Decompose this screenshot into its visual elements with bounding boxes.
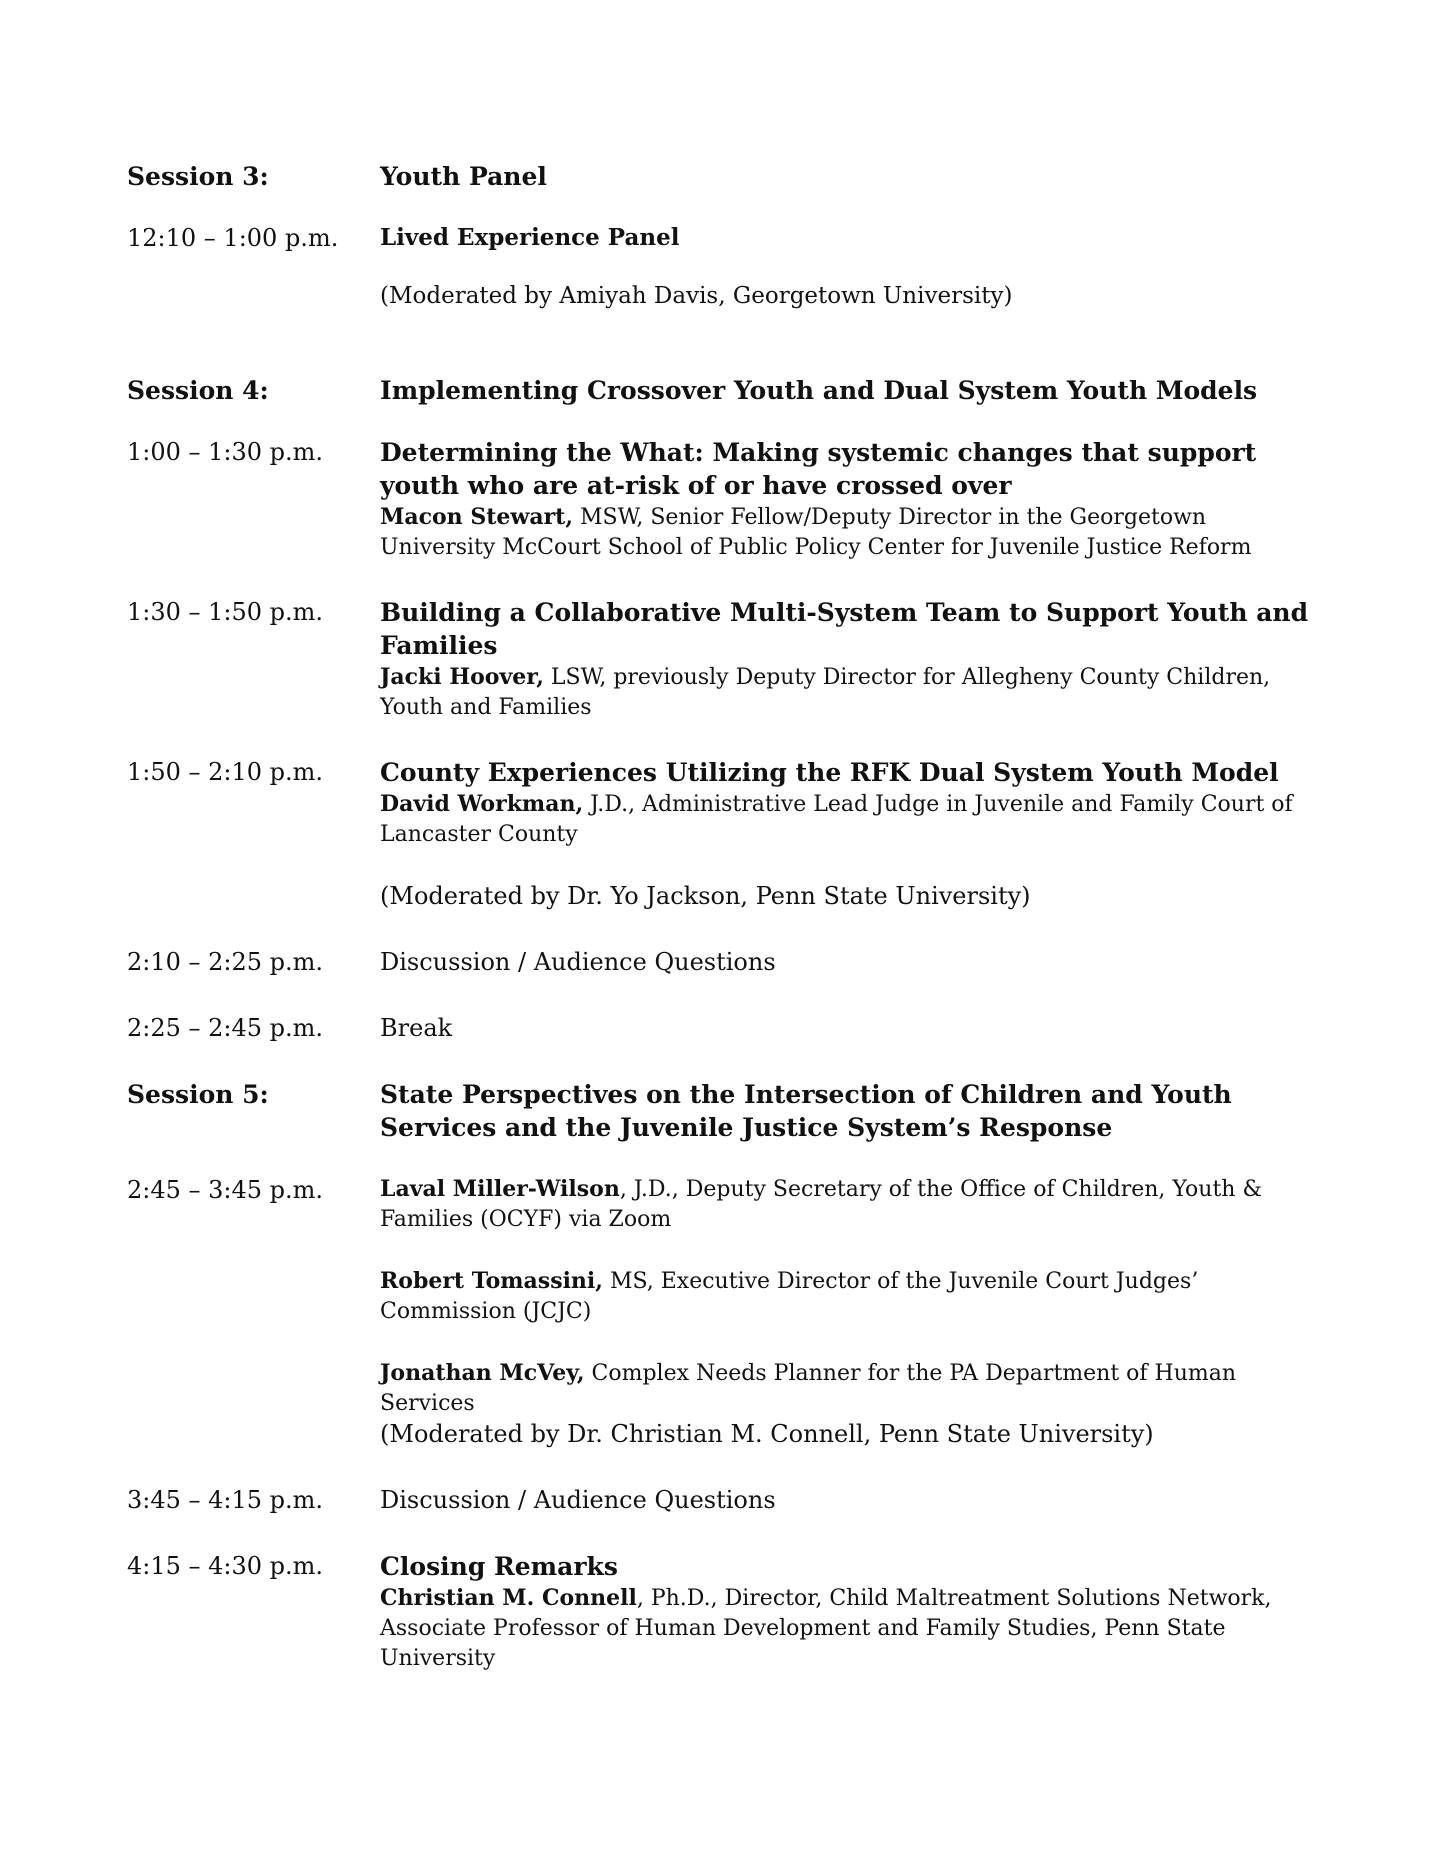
item-title: Discussion / Audience Questions — [380, 948, 776, 976]
moderator-text: (Moderated by Dr. Christian M. Connell, Penn State University) — [380, 1420, 1154, 1448]
speaker-line — [380, 1358, 1320, 1419]
item-title: Closing Remarks — [380, 1552, 618, 1581]
speaker-detail: , J.D., Deputy Secretary of the Office of Children, Youth & Families (OCYF) via Zoom — [380, 1177, 1263, 1232]
session-title: Implementing Crossover Youth and Dual System Youth Models — [380, 376, 1258, 405]
item-title: Building a Collaborative Multi-System Team to Support Youth and Families — [380, 598, 1309, 660]
item-title: Lived Experience Panel — [380, 224, 680, 251]
time-slot: 4:15 – 4:30 p.m. — [127, 1552, 324, 1580]
item-title: Break — [380, 1014, 453, 1042]
speaker-line — [380, 662, 1320, 723]
speaker-name: David Workman, — [380, 791, 584, 817]
speaker-detail: , Ph.D., Director, Child Maltreatment Solutions Network, Associate Professor of Human Development and Family Studies, Penn State University — [380, 1586, 1272, 1671]
moderator-text: (Moderated by Dr. Yo Jackson, Penn State University) — [380, 882, 1031, 910]
speaker-name: Laval Miller-Wilson — [380, 1176, 620, 1202]
session-label: Session 5: — [127, 1080, 269, 1109]
session-label: Session 3: — [127, 162, 269, 191]
speaker-detail: Complex Needs Planner for the PA Department of Human Services — [380, 1361, 1237, 1416]
speaker-name: Jacki Hoover, — [380, 664, 544, 690]
speaker-detail: LSW, previously Deputy Director for Allegheny County Children, Youth and Families — [380, 665, 1271, 720]
speaker-name: Jonathan McVey, — [380, 1360, 585, 1386]
item-title: Discussion / Audience Questions — [380, 1486, 776, 1514]
speaker-line — [380, 1174, 1320, 1235]
session-label: Session 4: — [127, 376, 269, 405]
speaker-line — [380, 1583, 1320, 1674]
time-slot: 3:45 – 4:15 p.m. — [127, 1486, 324, 1514]
speaker-name: Macon Stewart, — [380, 504, 573, 530]
time-slot: 2:10 – 2:25 p.m. — [127, 948, 324, 976]
time-slot: 12:10 – 1:00 p.m. — [127, 224, 339, 252]
speaker-line — [380, 502, 1320, 563]
item-title: Determining the What: Making systemic changes that support youth who are at-risk of or have crossed over — [380, 438, 1257, 500]
speaker-detail: MSW, Senior Fellow/Deputy Director in the Georgetown University McCourt School of Public Policy Center for Juvenile Justice Reform — [380, 505, 1252, 560]
time-slot: 1:30 – 1:50 p.m. — [127, 598, 324, 626]
speaker-line — [380, 1266, 1320, 1327]
speaker-detail: J.D., Administrative Lead Judge in Juvenile and Family Court of Lancaster County — [380, 792, 1293, 847]
speaker-detail: MS, Executive Director of the Juvenile Court Judges’ Commission (JCJC) — [380, 1269, 1199, 1324]
speaker-line — [380, 789, 1320, 850]
session-title: Youth Panel — [380, 162, 547, 191]
moderator-text: (Moderated by Amiyah Davis, Georgetown University) — [380, 283, 1013, 309]
time-slot: 2:25 – 2:45 p.m. — [127, 1014, 324, 1042]
time-slot: 1:00 – 1:30 p.m. — [127, 438, 324, 466]
speaker-name: Christian M. Connell — [380, 1585, 637, 1611]
time-slot: 1:50 – 2:10 p.m. — [127, 758, 324, 786]
speaker-name: Robert Tomassini, — [380, 1268, 603, 1294]
session-title: State Perspectives on the Intersection of Children and Youth Services and the Juvenile Justice System’s Response — [380, 1080, 1232, 1142]
time-slot: 2:45 – 3:45 p.m. — [127, 1176, 324, 1204]
item-title: County Experiences Utilizing the RFK Dual System Youth Model — [380, 758, 1279, 787]
